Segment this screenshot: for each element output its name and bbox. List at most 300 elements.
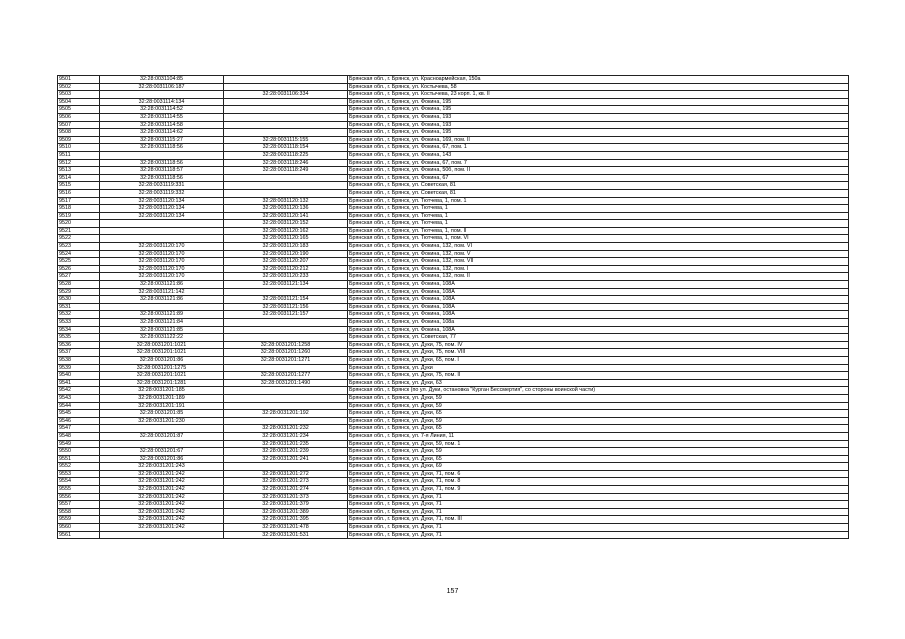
table-row — [58, 319, 849, 327]
premises-cadastral-number-cell: 32:28:0031118:246 — [224, 159, 348, 167]
cadastral-number-cell: 32:28:0031201:242 — [100, 516, 224, 524]
row-number-cell: 9531 — [58, 303, 100, 311]
row-number-cell: 9533 — [58, 319, 100, 327]
table-row — [58, 212, 849, 220]
table-row — [58, 106, 849, 114]
address-cell: Брянская обл., г. Брянск (по ул. Дуки, остановка "Курган Бессмертия", со стороны воинской части) — [348, 387, 849, 395]
table-row — [58, 83, 849, 91]
cadastral-number-cell: 32:28:0031201:86 — [100, 356, 224, 364]
premises-cadastral-number-cell: 32:28:0031201:234 — [224, 432, 348, 440]
table-row — [58, 417, 849, 425]
cadastral-number-cell: 32:28:0031201:189 — [100, 394, 224, 402]
table-row — [58, 144, 849, 152]
address-cell: Брянская обл., г. Брянск, ул. Фокина, 143 — [348, 151, 849, 159]
cadastral-number-cell: 32:28:0031201:1021 — [100, 349, 224, 357]
row-number-cell: 9506 — [58, 113, 100, 121]
row-number-cell: 9535 — [58, 334, 100, 342]
table-row — [58, 493, 849, 501]
address-cell: Брянская обл., г. Брянск, ул. 7-я Линия, 11 — [348, 432, 849, 440]
address-cell: Брянская обл., г. Брянск, ул. Фокина, 169, пом. II — [348, 136, 849, 144]
row-number-cell: 9544 — [58, 402, 100, 410]
page-number: 157 — [446, 588, 459, 595]
premises-cadastral-number-cell — [224, 76, 348, 84]
premises-cadastral-number-cell: 32:28:0031201:239 — [224, 448, 348, 456]
premises-cadastral-number-cell — [224, 417, 348, 425]
cadastral-number-cell: 32:28:0031121:89 — [100, 311, 224, 319]
premises-cadastral-number-cell: 32:28:0031120:162 — [224, 227, 348, 235]
cadastral-number-cell: 32:28:0031201:242 — [100, 486, 224, 494]
row-number-cell: 9517 — [58, 197, 100, 205]
table-row — [58, 470, 849, 478]
cadastral-number-cell: 32:28:0031121:86 — [100, 296, 224, 304]
cadastral-number-cell: 32:28:0031120:134 — [100, 212, 224, 220]
row-number-cell: 9530 — [58, 296, 100, 304]
address-cell: Брянская обл., г. Брянск, ул. Фокина, 132, пом. II — [348, 273, 849, 281]
premises-cadastral-number-cell — [224, 113, 348, 121]
cadastral-number-cell: 32:28:0031119:332 — [100, 189, 224, 197]
table-row — [58, 387, 849, 395]
row-number-cell: 9534 — [58, 326, 100, 334]
table-row — [58, 174, 849, 182]
premises-cadastral-number-cell: 32:28:0031120:212 — [224, 265, 348, 273]
cadastral-number-cell — [100, 151, 224, 159]
registry-table-body — [58, 76, 849, 539]
cadastral-number-cell: 32:28:0031201:242 — [100, 478, 224, 486]
address-cell: Брянская обл., г. Брянск, ул. Дуки, 75, пом. VIII — [348, 349, 849, 357]
address-cell: Брянская обл., г. Брянск, ул. Дуки, 63 — [348, 379, 849, 387]
row-number-cell: 9557 — [58, 501, 100, 509]
row-number-cell: 9556 — [58, 493, 100, 501]
premises-cadastral-number-cell: 32:28:0031201:379 — [224, 501, 348, 509]
table-row — [58, 296, 849, 304]
cadastral-number-cell: 32:28:0031104:85 — [100, 76, 224, 84]
table-row — [58, 235, 849, 243]
cadastral-number-cell — [100, 303, 224, 311]
premises-cadastral-number-cell: 32:28:0031201:1258 — [224, 341, 348, 349]
cadastral-number-cell: 32:28:0031201:242 — [100, 501, 224, 509]
table-row — [58, 136, 849, 144]
address-cell: Брянская обл., г. Брянск, ул. Фокина, 67, пом. 1 — [348, 144, 849, 152]
table-row — [58, 151, 849, 159]
address-cell: Брянская обл., г. Брянск, ул. Фокина, 108А — [348, 281, 849, 289]
premises-cadastral-number-cell: 32:28:0031201:235 — [224, 440, 348, 448]
premises-cadastral-number-cell — [224, 189, 348, 197]
cadastral-number-cell: 32:28:0031120:170 — [100, 273, 224, 281]
row-number-cell: 9504 — [58, 98, 100, 106]
table-row — [58, 372, 849, 380]
premises-cadastral-number-cell: 32:28:0031120:165 — [224, 235, 348, 243]
premises-cadastral-number-cell — [224, 83, 348, 91]
row-number-cell: 9546 — [58, 417, 100, 425]
cadastral-number-cell: 32:28:0031118:56 — [100, 174, 224, 182]
row-number-cell: 9516 — [58, 189, 100, 197]
address-cell: Брянская обл., г. Брянск, ул. Дуки, 59 — [348, 402, 849, 410]
cadastral-number-cell: 32:28:0031120:134 — [100, 205, 224, 213]
table-row — [58, 440, 849, 448]
cadastral-number-cell — [100, 220, 224, 228]
cadastral-number-cell: 32:28:0031120:170 — [100, 243, 224, 251]
premises-cadastral-number-cell — [224, 319, 348, 327]
table-row — [58, 455, 849, 463]
row-number-cell: 9549 — [58, 440, 100, 448]
address-cell: Брянская обл., г. Брянск, ул. Дуки, 69 — [348, 463, 849, 471]
premises-cadastral-number-cell: 32:28:0031201:478 — [224, 524, 348, 532]
table-row — [58, 463, 849, 471]
table-row — [58, 303, 849, 311]
address-cell: Брянская обл., г. Брянск, ул. Дуки, 59 — [348, 417, 849, 425]
table-row — [58, 394, 849, 402]
address-cell: Брянская обл., г. Брянск, ул. Дуки, 65 — [348, 455, 849, 463]
cadastral-number-cell: 32:28:0031118:57 — [100, 167, 224, 175]
table-row — [58, 311, 849, 319]
address-cell: Брянская обл., г. Брянск, ул. Тютчева, 1, пом. VI — [348, 235, 849, 243]
address-cell: Брянская обл., г. Брянск, ул. Тютчева, 1, пом. II — [348, 227, 849, 235]
table-row — [58, 402, 849, 410]
premises-cadastral-number-cell: 32:28:0031120:136 — [224, 205, 348, 213]
address-cell: Брянская обл., г. Брянск, ул. Фокина, 132, пом. VII — [348, 258, 849, 266]
table-row — [58, 258, 849, 266]
table-row — [58, 356, 849, 364]
row-number-cell: 9538 — [58, 356, 100, 364]
premises-cadastral-number-cell — [224, 182, 348, 190]
table-row — [58, 159, 849, 167]
cadastral-number-cell: 32:28:0031114:58 — [100, 121, 224, 129]
row-number-cell: 9561 — [58, 531, 100, 539]
cadastral-number-cell: 32:28:0031118:56 — [100, 159, 224, 167]
row-number-cell: 9519 — [58, 212, 100, 220]
table-row — [58, 182, 849, 190]
address-cell: Брянская обл., г. Брянск, ул. Дуки, 71, пом. 9 — [348, 486, 849, 494]
table-row — [58, 113, 849, 121]
address-cell: Брянская обл., г. Брянск, ул. Дуки, 75, пом. IV — [348, 341, 849, 349]
premises-cadastral-number-cell — [224, 394, 348, 402]
premises-cadastral-number-cell: 32:28:0031118:154 — [224, 144, 348, 152]
address-cell: Брянская обл., г. Брянск, ул. Фокина, 132, пом. V — [348, 250, 849, 258]
cadastral-number-cell: 32:28:0031201:242 — [100, 493, 224, 501]
address-cell: Брянская обл., г. Брянск, ул. Дуки, 71, пом. 6 — [348, 470, 849, 478]
row-number-cell: 9539 — [58, 364, 100, 372]
row-number-cell: 9529 — [58, 288, 100, 296]
address-cell: Брянская обл., г. Брянск, ул. Красноармейская, 150а — [348, 76, 849, 84]
table-row — [58, 349, 849, 357]
row-number-cell: 9524 — [58, 250, 100, 258]
premises-cadastral-number-cell — [224, 288, 348, 296]
address-cell: Брянская обл., г. Брянск, ул. Дуки, 59, пом. 1 — [348, 440, 849, 448]
address-cell: Брянская обл., г. Брянск, ул. Фокина, 193 — [348, 113, 849, 121]
cadastral-number-cell: 32:28:0031201:86 — [100, 455, 224, 463]
premises-cadastral-number-cell: 32:28:0031201:274 — [224, 486, 348, 494]
table-row — [58, 281, 849, 289]
address-cell: Брянская обл., г. Брянск, ул. Тютчева, 1 — [348, 212, 849, 220]
premises-cadastral-number-cell — [224, 106, 348, 114]
address-cell: Брянская обл., г. Брянск, ул. Фокина, 108А — [348, 311, 849, 319]
table-row — [58, 220, 849, 228]
address-cell: Брянская обл., г. Брянск, ул. Дуки, 71 — [348, 501, 849, 509]
address-cell: Брянская обл., г. Брянск, ул. Фокина, 132, пом. I — [348, 265, 849, 273]
cadastral-number-cell — [100, 440, 224, 448]
table-row — [58, 410, 849, 418]
table-row — [58, 76, 849, 84]
table-row — [58, 227, 849, 235]
table-row — [58, 341, 849, 349]
table-row — [58, 91, 849, 99]
row-number-cell: 9505 — [58, 106, 100, 114]
premises-cadastral-number-cell: 32:28:0031201:192 — [224, 410, 348, 418]
cadastral-number-cell: 32:28:0031120:170 — [100, 258, 224, 266]
address-cell: Брянская обл., г. Брянск, ул. Дуки, 65 — [348, 425, 849, 433]
address-cell: Брянская обл., г. Брянск, ул. Тютчева, 1, пом. 1 — [348, 197, 849, 205]
table-row — [58, 243, 849, 251]
address-cell: Брянская обл., г. Брянск, ул. Костычева, 23 корп. 1, кв. II — [348, 91, 849, 99]
table-row — [58, 379, 849, 387]
address-cell: Брянская обл., г. Брянск, ул. Фокина, 67, пом. 7 — [348, 159, 849, 167]
premises-cadastral-number-cell: 32:28:0031115:155 — [224, 136, 348, 144]
cadastral-number-cell — [100, 235, 224, 243]
premises-cadastral-number-cell — [224, 364, 348, 372]
premises-cadastral-number-cell — [224, 387, 348, 395]
cadastral-number-cell: 32:28:0031114:52 — [100, 106, 224, 114]
premises-cadastral-number-cell: 32:28:0031120:190 — [224, 250, 348, 258]
address-cell: Брянская обл., г. Брянск, ул. Фокина, 132, пом. VI — [348, 243, 849, 251]
address-cell: Брянская обл., г. Брянск, ул. Фокина, 195 — [348, 129, 849, 137]
table-row — [58, 98, 849, 106]
row-number-cell: 9560 — [58, 524, 100, 532]
address-cell: Брянская обл., г. Брянск, ул. Дуки, 71, пом. III — [348, 516, 849, 524]
cadastral-number-cell — [100, 425, 224, 433]
address-cell: Брянская обл., г. Брянск, ул. Фокина, 108А — [348, 288, 849, 296]
cadastral-number-cell: 32:28:0031120:170 — [100, 250, 224, 258]
address-cell: Брянская обл., г. Брянск, ул. Фокина, 108А — [348, 303, 849, 311]
premises-cadastral-number-cell — [224, 121, 348, 129]
row-number-cell: 9553 — [58, 470, 100, 478]
table-row — [58, 531, 849, 539]
row-number-cell: 9502 — [58, 83, 100, 91]
address-cell: Брянская обл., г. Брянск, ул. Фокина, 67 — [348, 174, 849, 182]
row-number-cell: 9559 — [58, 516, 100, 524]
premises-cadastral-number-cell — [224, 463, 348, 471]
cadastral-number-cell — [100, 91, 224, 99]
premises-cadastral-number-cell: 32:28:0031201:1490 — [224, 379, 348, 387]
address-cell: Брянская обл., г. Брянск, ул. Дуки — [348, 364, 849, 372]
table-row — [58, 364, 849, 372]
row-number-cell: 9515 — [58, 182, 100, 190]
table-row — [58, 432, 849, 440]
premises-cadastral-number-cell: 32:28:0031121:156 — [224, 303, 348, 311]
table-row — [58, 486, 849, 494]
row-number-cell: 9508 — [58, 129, 100, 137]
cadastral-number-cell: 32:28:0031122:22 — [100, 334, 224, 342]
address-cell: Брянская обл., г. Брянск, ул. Дуки, 65, пом. I — [348, 356, 849, 364]
row-number-cell: 9554 — [58, 478, 100, 486]
table-row — [58, 273, 849, 281]
table-row — [58, 129, 849, 137]
cadastral-number-cell: 32:28:0031121:85 — [100, 326, 224, 334]
row-number-cell: 9532 — [58, 311, 100, 319]
row-number-cell: 9501 — [58, 76, 100, 84]
premises-cadastral-number-cell: 32:28:0031201:531 — [224, 531, 348, 539]
row-number-cell: 9510 — [58, 144, 100, 152]
cadastral-number-cell: 32:28:0031114:55 — [100, 113, 224, 121]
address-cell: Брянская обл., г. Брянск, ул. Дуки, 71 — [348, 524, 849, 532]
address-cell: Брянская обл., г. Брянск, ул. Дуки, 71, пом. 8 — [348, 478, 849, 486]
cadastral-number-cell: 32:28:0031119:331 — [100, 182, 224, 190]
table-row — [58, 508, 849, 516]
address-cell: Брянская обл., г. Брянск, ул. Дуки, 71 — [348, 531, 849, 539]
premises-cadastral-number-cell: 32:28:0031201:232 — [224, 425, 348, 433]
premises-cadastral-number-cell: 32:28:0031106:334 — [224, 91, 348, 99]
premises-cadastral-number-cell — [224, 326, 348, 334]
row-number-cell: 9540 — [58, 372, 100, 380]
cadastral-number-cell: 32:28:0031121:86 — [100, 281, 224, 289]
table-row — [58, 288, 849, 296]
address-cell: Брянская обл., г. Брянск, ул. Фокина, 195 — [348, 106, 849, 114]
row-number-cell: 9509 — [58, 136, 100, 144]
cadastral-number-cell: 32:28:0031201:1021 — [100, 372, 224, 380]
address-cell: Брянская обл., г. Брянск, ул. Дуки, 65 — [348, 410, 849, 418]
cadastral-number-cell: 32:28:0031121:142 — [100, 288, 224, 296]
premises-cadastral-number-cell: 32:28:0031201:273 — [224, 478, 348, 486]
row-number-cell: 9543 — [58, 394, 100, 402]
row-number-cell: 9545 — [58, 410, 100, 418]
premises-cadastral-number-cell: 32:28:0031201:389 — [224, 508, 348, 516]
premises-cadastral-number-cell: 32:28:0031201:1277 — [224, 372, 348, 380]
table-row — [58, 425, 849, 433]
cadastral-number-cell: 32:28:0031201:191 — [100, 402, 224, 410]
cadastral-number-cell — [100, 531, 224, 539]
address-cell: Брянская обл., г. Брянск, ул. Фокина, 193 — [348, 121, 849, 129]
cadastral-number-cell: 32:28:0031201:1281 — [100, 379, 224, 387]
premises-cadastral-number-cell: 32:28:0031120:141 — [224, 212, 348, 220]
address-cell: Брянская обл., г. Брянск, ул. Дуки, 59 — [348, 394, 849, 402]
row-number-cell: 9512 — [58, 159, 100, 167]
row-number-cell: 9558 — [58, 508, 100, 516]
premises-cadastral-number-cell: 32:28:0031118:225 — [224, 151, 348, 159]
row-number-cell: 9507 — [58, 121, 100, 129]
address-cell: Брянская обл., г. Брянск, ул. Дуки, 71 — [348, 493, 849, 501]
row-number-cell: 9523 — [58, 243, 100, 251]
row-number-cell: 9521 — [58, 227, 100, 235]
premises-cadastral-number-cell: 32:28:0031201:395 — [224, 516, 348, 524]
table-row — [58, 205, 849, 213]
cadastral-number-cell: 32:28:0031115:27 — [100, 136, 224, 144]
address-cell: Брянская обл., г. Брянск, ул. Дуки, 75, пом. II — [348, 372, 849, 380]
premises-cadastral-number-cell: 32:28:0031121:157 — [224, 311, 348, 319]
table-row — [58, 167, 849, 175]
address-cell: Брянская обл., г. Брянск, ул. Советская, 81 — [348, 182, 849, 190]
row-number-cell: 9548 — [58, 432, 100, 440]
table-row — [58, 516, 849, 524]
premises-cadastral-number-cell: 32:28:0031120:132 — [224, 197, 348, 205]
table-row — [58, 501, 849, 509]
row-number-cell: 9536 — [58, 341, 100, 349]
cadastral-number-cell: 32:28:0031106:187 — [100, 83, 224, 91]
premises-cadastral-number-cell: 32:28:0031121:154 — [224, 296, 348, 304]
cadastral-number-cell: 32:28:0031201:67 — [100, 448, 224, 456]
cadastral-number-cell: 32:28:0031120:170 — [100, 265, 224, 273]
premises-cadastral-number-cell: 32:28:0031201:272 — [224, 470, 348, 478]
table-row — [58, 250, 849, 258]
premises-cadastral-number-cell — [224, 402, 348, 410]
row-number-cell: 9552 — [58, 463, 100, 471]
cadastral-number-cell: 32:28:0031114:134 — [100, 98, 224, 106]
address-cell: Брянская обл., г. Брянск, ул. Тютчева, 1 — [348, 220, 849, 228]
row-number-cell: 9526 — [58, 265, 100, 273]
row-number-cell: 9520 — [58, 220, 100, 228]
premises-cadastral-number-cell: 32:28:0031201:241 — [224, 455, 348, 463]
address-cell: Брянская обл., г. Брянск, ул. Фокина, 108А — [348, 296, 849, 304]
premises-cadastral-number-cell: 32:28:0031120:183 — [224, 243, 348, 251]
cadastral-number-cell: 32:28:0031201:242 — [100, 524, 224, 532]
address-cell: Брянская обл., г. Брянск, ул. Костычева, 58 — [348, 83, 849, 91]
cadastral-number-cell: 32:28:0031201:85 — [100, 410, 224, 418]
address-cell: Брянская обл., г. Брянск, ул. Фокина, 195 — [348, 98, 849, 106]
row-number-cell: 9514 — [58, 174, 100, 182]
cadastral-number-cell: 32:28:0031121:84 — [100, 319, 224, 327]
row-number-cell: 9527 — [58, 273, 100, 281]
cadastral-number-cell — [100, 227, 224, 235]
address-cell: Брянская обл., г. Брянск, ул. Фокина, 108а — [348, 319, 849, 327]
table-row — [58, 189, 849, 197]
row-number-cell: 9551 — [58, 455, 100, 463]
row-number-cell: 9518 — [58, 205, 100, 213]
row-number-cell: 9525 — [58, 258, 100, 266]
cadastral-number-cell: 32:28:0031120:134 — [100, 197, 224, 205]
premises-cadastral-number-cell — [224, 129, 348, 137]
row-number-cell: 9550 — [58, 448, 100, 456]
table-row — [58, 448, 849, 456]
table-row — [58, 326, 849, 334]
address-cell: Брянская обл., г. Брянск, ул. Фокина, 108А — [348, 326, 849, 334]
registry-table — [57, 75, 849, 539]
row-number-cell: 9503 — [58, 91, 100, 99]
table-row — [58, 121, 849, 129]
table-row — [58, 265, 849, 273]
table-row — [58, 197, 849, 205]
premises-cadastral-number-cell — [224, 98, 348, 106]
cadastral-number-cell: 32:28:0031201:230 — [100, 417, 224, 425]
row-number-cell: 9555 — [58, 486, 100, 494]
address-cell: Брянская обл., г. Брянск, ул. Дуки, 71 — [348, 508, 849, 516]
cadastral-number-cell: 32:28:0031201:242 — [100, 470, 224, 478]
premises-cadastral-number-cell: 32:28:0031120:233 — [224, 273, 348, 281]
cadastral-number-cell: 32:28:0031201:87 — [100, 432, 224, 440]
address-cell: Брянская обл., г. Брянск, ул. Дуки, 59 — [348, 448, 849, 456]
row-number-cell: 9547 — [58, 425, 100, 433]
cadastral-number-cell: 32:28:0031201:185 — [100, 387, 224, 395]
table-row — [58, 478, 849, 486]
premises-cadastral-number-cell — [224, 174, 348, 182]
premises-cadastral-number-cell: 32:28:0031201:1271 — [224, 356, 348, 364]
address-cell: Брянская обл., г. Брянск, ул. Тютчева, 1 — [348, 205, 849, 213]
table-row — [58, 334, 849, 342]
premises-cadastral-number-cell: 32:28:0031120:152 — [224, 220, 348, 228]
row-number-cell: 9511 — [58, 151, 100, 159]
address-cell: Брянская обл., г. Брянск, ул. Советская, 81 — [348, 189, 849, 197]
cadastral-number-cell: 32:28:0031114:62 — [100, 129, 224, 137]
cadastral-number-cell: 32:28:0031201:1021 — [100, 341, 224, 349]
cadastral-number-cell: 32:28:0031118:56 — [100, 144, 224, 152]
premises-cadastral-number-cell: 32:28:0031201:373 — [224, 493, 348, 501]
premises-cadastral-number-cell: 32:28:0031201:1260 — [224, 349, 348, 357]
row-number-cell: 9537 — [58, 349, 100, 357]
address-cell: Брянская обл., г. Брянск, ул. Фокина, 50б, пом. II — [348, 167, 849, 175]
premises-cadastral-number-cell: 32:28:0031118:249 — [224, 167, 348, 175]
premises-cadastral-number-cell: 32:28:0031120:207 — [224, 258, 348, 266]
row-number-cell: 9528 — [58, 281, 100, 289]
cadastral-number-cell: 32:28:0031201:243 — [100, 463, 224, 471]
row-number-cell: 9513 — [58, 167, 100, 175]
premises-cadastral-number-cell: 32:28:0031121:134 — [224, 281, 348, 289]
